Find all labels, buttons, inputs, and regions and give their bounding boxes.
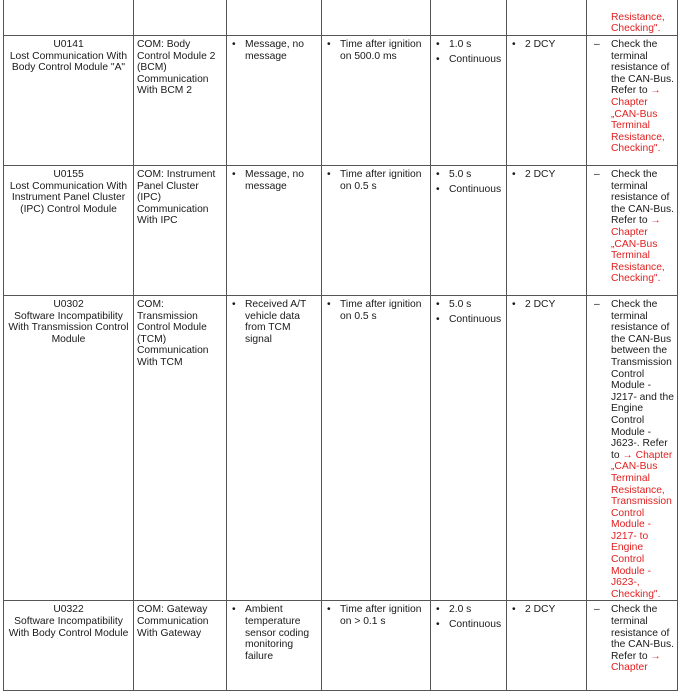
enable-item: • Time after ignition on 500.0 ms [325, 39, 427, 62]
description-cell [134, 36, 227, 166]
enable-item: • Time after ignition on 0.5 s [325, 299, 427, 322]
chapter-link[interactable]: → Chapter „CAN-Bus Terminal Resistance, Transmission Control Module -J217- to Engine Control Module -J623-, Checking". [611, 449, 673, 600]
time-cell [431, 296, 507, 601]
chapter-link[interactable]: → Chapter [611, 650, 661, 674]
chapter-link[interactable]: → Chapter „CAN-Bus Terminal Resistance, Checking". [611, 85, 665, 155]
dtc-title: Software Incompatibility With Transmission Control Module [8, 310, 129, 345]
dash-marker: – [594, 169, 600, 180]
action-cell [587, 601, 678, 691]
description-cell [134, 601, 227, 691]
dtc-cell [4, 296, 134, 601]
chapter-link[interactable]: → Chapter „CAN-Bus Terminal Resistance, Checking". [611, 215, 665, 285]
mil-cell [507, 296, 587, 601]
time-item: • 5.0 s [434, 299, 503, 311]
dtc-table [3, 0, 678, 691]
enable-item: • Time after ignition on > 0.1 s [325, 604, 427, 627]
condition-cell [227, 296, 322, 601]
time-item: • Continuous [434, 314, 503, 326]
condition-cell [227, 166, 322, 296]
action-cell [587, 296, 678, 601]
mil-item: • 2 DCY [510, 39, 583, 51]
dtc-cell [4, 166, 134, 296]
action-text: Check the terminal resistance of the CAN-Bus. Refer to [611, 39, 674, 97]
time-item: • 1.0 s [434, 39, 503, 51]
mil-item: • 2 DCY [510, 169, 583, 181]
table-row [4, 166, 678, 296]
action-text: Check the terminal resistance of the CAN-Bus. Refer to [611, 169, 674, 227]
dtc-code: U0302 [53, 299, 84, 310]
table-row [4, 36, 678, 166]
condition-item: • Ambient temperature sensor coding monitoring failure [230, 604, 318, 662]
enable-cell [322, 296, 431, 601]
enable-cell [322, 601, 431, 691]
dtc-code: U0155 [53, 169, 84, 180]
dtc-description: COM: Instrument Panel Cluster (IPC) Communication With IPC [137, 169, 216, 227]
time-item: • 5.0 s [434, 169, 503, 181]
mil-cell [507, 36, 587, 166]
time-item: • Continuous [434, 619, 503, 631]
condition-cell [227, 36, 322, 166]
enable-item: • Time after ignition on 0.5 s [325, 169, 427, 192]
mil-item: • 2 DCY [510, 604, 583, 616]
mil-item: • 2 DCY [510, 299, 583, 311]
table-row-fragment [4, 0, 678, 36]
enable-cell [322, 36, 431, 166]
dtc-cell [4, 36, 134, 166]
time-item: • Continuous [434, 184, 503, 196]
condition-item: • Received A/T vehicle data from TCM signal [230, 299, 318, 345]
dash-marker: – [594, 299, 600, 310]
action-cell [587, 166, 678, 296]
time-cell [431, 36, 507, 166]
dtc-description: COM: Body Control Module 2 (BCM) Communication With BCM 2 [137, 39, 216, 97]
condition-item: • Message, no message [230, 39, 318, 62]
time-cell [431, 166, 507, 296]
dash-marker: – [594, 39, 600, 50]
time-item: • Continuous [434, 54, 503, 66]
table-row [4, 601, 678, 691]
action-cell [587, 36, 678, 166]
dtc-description: COM: Transmission Control Module (TCM) Communication With TCM [137, 299, 209, 368]
action-text: Check the terminal resistance of the CAN-Bus between the Transmission Control Module -J217- and the Engine Control Module -J623-. Refer to [611, 299, 674, 461]
time-item: • 2.0 s [434, 604, 503, 616]
time-cell [431, 601, 507, 691]
mil-cell [507, 601, 587, 691]
dtc-code: U0322 [53, 604, 84, 616]
chapter-link-fragment[interactable]: Resistance, [611, 11, 665, 23]
dtc-cell [4, 601, 134, 691]
dtc-title: Lost Communication With Body Control Module "A" [9, 50, 128, 74]
description-cell [134, 296, 227, 601]
action-cell [587, 0, 678, 36]
mil-cell [507, 166, 587, 296]
dtc-title: Software Incompatibility With Body Control Module [8, 616, 129, 639]
dtc-description: COM: Gateway Communication With Gateway [137, 604, 209, 639]
dash-marker: – [594, 604, 600, 616]
description-cell [134, 166, 227, 296]
dtc-title: Lost Communication With Instrument Panel Cluster (IPC) Control Module [9, 180, 128, 215]
dtc-code: U0141 [53, 39, 84, 50]
condition-cell [227, 601, 322, 691]
action-text: Check the terminal resistance of the CAN-Bus. Refer to [611, 604, 674, 662]
condition-item: • Message, no message [230, 169, 318, 192]
table-row [4, 296, 678, 601]
chapter-link-fragment[interactable]: Checking". [611, 23, 661, 35]
enable-cell [322, 166, 431, 296]
